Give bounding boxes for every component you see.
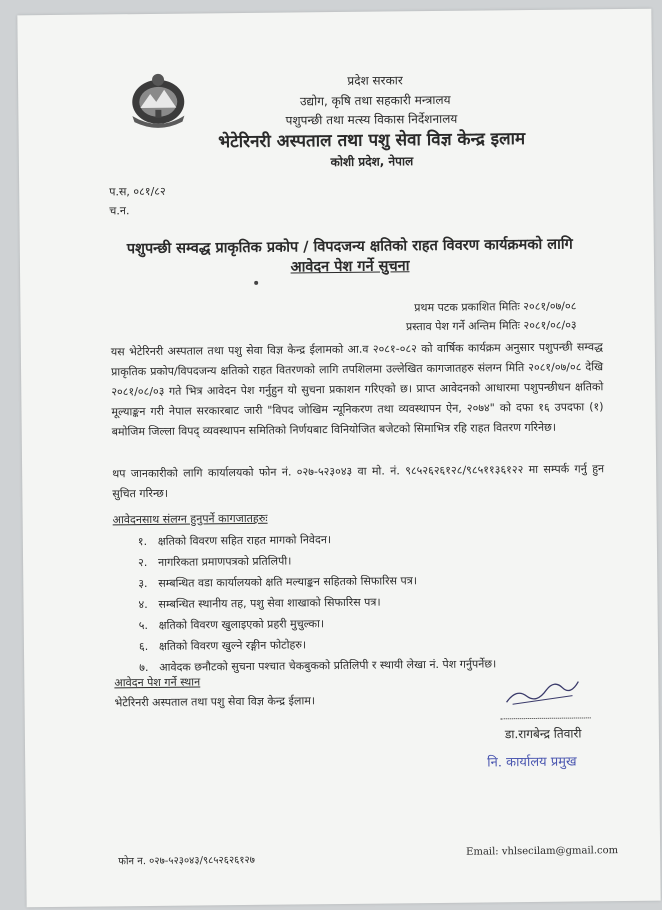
list-item: ३. सम्बन्धित वडा कार्यालयको क्षति मल्याङ्कन सहितको सिफारिस पत्र। bbox=[138, 574, 418, 591]
list-item: २. नागरिकता प्रमाणपत्रको प्रतिलिपी। bbox=[138, 554, 292, 570]
documents-list bbox=[138, 527, 497, 678]
handwritten-signature-icon bbox=[502, 673, 582, 710]
dispatch-number: च.न. bbox=[109, 204, 130, 218]
header-directorate: पशुपन्छी तथा मत्स्य विकास निर्देशनालय bbox=[285, 111, 458, 128]
footer-email: Email: vhlsecilam@gmail.com bbox=[466, 845, 619, 858]
signature-line bbox=[501, 717, 591, 719]
list-item: ५. क्षतिको विवरण खुलाइएको प्रहरी मुचुल्का। bbox=[138, 617, 325, 633]
signatory-role-stamp: नि. कार्यालय प्रमुख bbox=[487, 754, 577, 771]
header-ministry: उद्योग, कृषि तथा सहकारी मन्त्रालय bbox=[299, 92, 451, 109]
body-paragraph-contact: थप जानकारीको लागि कार्यालयको फोन नं. ०२७-५२३०४३ वा मो. नं. ९८५२६२६१२८/९८५११३६१२२ मा सम्पर्क गर्नु हुन सुचित गरिन्छ। bbox=[112, 462, 605, 501]
submission-place: भेटेरिनरी अस्पताल तथा पशु सेवा विज्ञ केन्द्र ईलाम। bbox=[114, 694, 316, 710]
list-item: ६. क्षतिको विवरण खुल्ने रङ्गीन फोटोहरु। bbox=[138, 638, 307, 654]
last-submission-date: प्रस्ताव पेश गर्ने अन्तिम मितिः २०८१/०८/०३ bbox=[405, 318, 577, 334]
body-paragraph-main: यस भेटेरिनरी अस्पताल तथा पशु सेवा विज्ञ केन्द्र ईलामको आ.व २०८१-०८२ को वार्षिक कार्यक्रम अनुसार पशुपन्छी सम्वद्ध प्राकृतिक प्रकोप/विपदजन्य क्षतिको राहत वितरणको लागि तपशिलमा उल्लेखित कागजातहरु संलग्न मिति २०८१/०७/०८ देखि २०८१/०८/०३ गते भित्र आवेदन पेश गर्नुहुन यो सुचना प्रकाशन गरिएको छ। प्राप्त आवेदनको आधारमा पशुपन्छीधन क्षतिको मूल्याङ्कन गरी नेपाल सरकारबाट जारी "विपद जोखिम न्यूनिकरण तथा व्यवस्थापन ऐन, २०७४" को दफा १६ उपदफा (१) बमोजिम जिल्ला विपद् व्यवस्थापन समितिको निर्णयबाट विनियोजित बजेटको सिमाभित्र रहि राहत वितरण गरिनेछ। bbox=[110, 340, 604, 439]
reference-number: प.स, ०८१/८२ bbox=[109, 184, 166, 199]
list-item: ४. सम्बन्धित स्थानीय तह, पशु सेवा शाखाको सिफारिस पत्र। bbox=[138, 595, 381, 612]
ink-dot bbox=[254, 281, 258, 285]
list-item: १. क्षतिको विवरण सहित राहत मागको निवेदन। bbox=[137, 533, 332, 549]
signatory-name: डा.रागबेन्द्र तिवारी bbox=[504, 726, 582, 742]
documents-heading: आवेदनसाथ संलग्न हुनुपर्ने कागजातहरुः bbox=[112, 511, 268, 527]
submission-heading: आवेदन पेश गर्ने स्थान bbox=[114, 675, 201, 690]
list-item: ७. आवेदक छनौटको सुचना पश्चात चेकबुकको प्रतिलिपी र स्थायी लेखा नं. पेश गर्नुपर्नेछ। bbox=[139, 657, 497, 675]
notice-subtitle: आवेदन पेश गर्ने सुचना bbox=[290, 258, 410, 276]
notice-title: पशुपन्छी सम्वद्ध प्राकृतिक प्रकोप / विपदजन्य क्षतिको राहत विवरण कार्यक्रमको लागि bbox=[126, 236, 573, 258]
header-province: प्रदेश सरकार bbox=[347, 73, 403, 88]
header-office-name: भेटेरिनरी अस्पताल तथा पशु सेवा विज्ञ केन्द्र इलाम bbox=[218, 129, 526, 153]
header-location: कोशी प्रदेश, नेपाल bbox=[330, 154, 414, 170]
document-page bbox=[17, 9, 660, 908]
footer-phone: फोन न. ०२७-५२३०४३/९८५२६२६१२७ bbox=[118, 854, 255, 868]
first-published-date: प्रथम पटक प्रकाशित मितिः २०८१/०७/०८ bbox=[414, 299, 577, 315]
